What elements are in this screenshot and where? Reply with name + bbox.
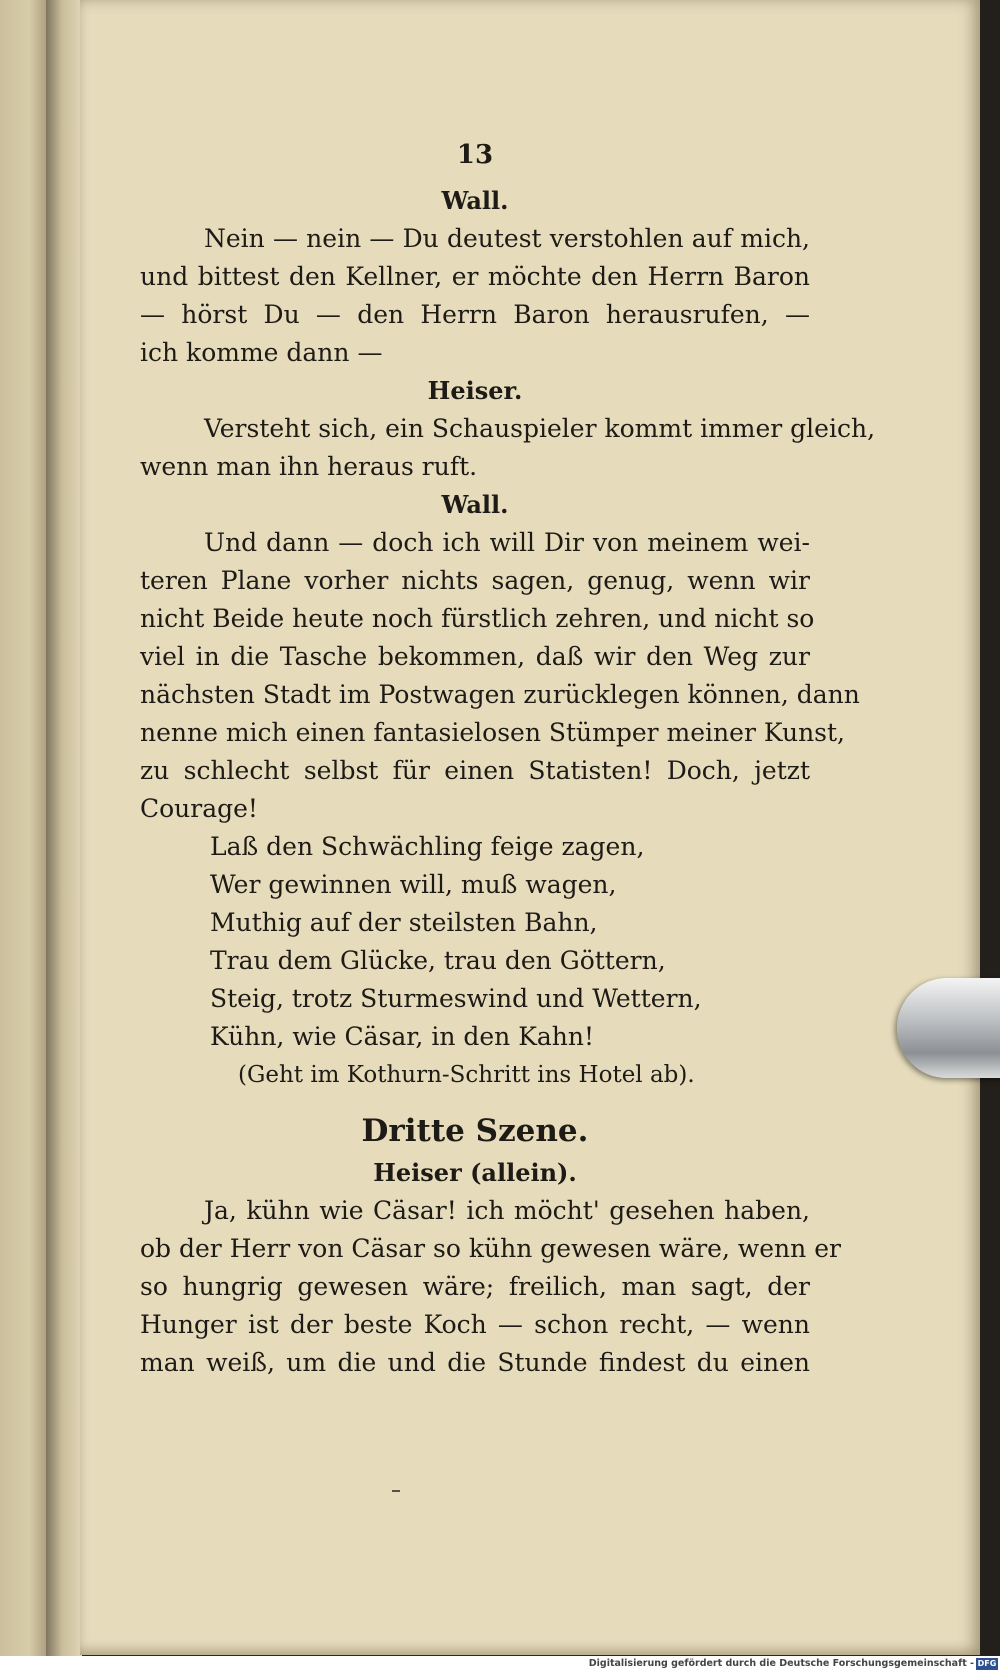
stage-direction: (Geht im Kothurn-Schritt ins Hotel ab). — [238, 1062, 695, 1088]
text-line: teren Plane vorher nichts sagen, genug, wenn wir — [140, 566, 810, 595]
text-line: Hunger ist der beste Koch — schon recht, — wenn — [140, 1310, 810, 1339]
text-lines — [140, 182, 876, 1382]
verse-line: Laß den Schwächling feige zagen, — [210, 832, 645, 861]
text-line: nicht Beide heute noch fürstlich zehren, und nicht so — [140, 604, 815, 633]
text-line: Versteht sich, ein Schauspieler kommt immer gleich, — [204, 414, 876, 443]
facing-page-edge — [0, 0, 48, 1658]
verse-line: Muthig auf der steilsten Bahn, — [210, 908, 598, 937]
page-edge — [980, 0, 1000, 1672]
verse-line: Trau dem Glücke, trau den Göttern, — [210, 946, 666, 975]
speaker-name: Heiser. — [427, 376, 523, 405]
verse-line: Steig, trotz Sturmeswind und Wettern, — [210, 984, 702, 1013]
text-line: man weiß, um die und die Stunde findest du einen — [140, 1348, 810, 1377]
text-line: und bittest den Kellner, er möchte den Herrn Baron — [140, 262, 810, 291]
text-line: Und dann — doch ich will Dir von meinem wei- — [204, 528, 810, 557]
book-gutter — [46, 0, 82, 1658]
printer-mark — [392, 1490, 400, 1492]
verse-line: Wer gewinnen will, muß wagen, — [210, 870, 617, 899]
text-line: Nein — nein — Du deutest verstohlen auf mich, — [204, 224, 810, 253]
text-line: wenn man ihn heraus ruft. — [140, 452, 478, 481]
dfg-logo: DFG — [977, 1659, 997, 1668]
verse-line: Kühn, wie Cäsar, in den Kahn! — [210, 1022, 595, 1051]
text-line: so hungrig gewesen wäre; freilich, man sagt, der — [140, 1272, 810, 1301]
text-line: viel in die Tasche bekommen, daß wir den Weg zur — [140, 642, 810, 671]
speaker-name: Wall. — [441, 490, 509, 519]
text-line: Ja, kühn wie Cäsar! ich möcht' gesehen haben, — [204, 1196, 810, 1225]
text-line: ich komme dann — — [140, 338, 383, 367]
text-line: Courage! — [140, 794, 258, 823]
speaker-name: Heiser (allein). — [373, 1158, 577, 1187]
text-line: — hörst Du — den Herrn Baron herausrufen, — — [140, 300, 810, 329]
text-line: ob der Herr von Cäsar so kühn gewesen wäre, wenn er — [140, 1234, 841, 1263]
text-line: nenne mich einen fantasielosen Stümper meiner Kunst, — [140, 718, 845, 747]
text-line: zu schlecht selbst für einen Statisten! Doch, jetzt — [140, 756, 810, 785]
digitization-credit: Digitalisierung gefördert durch die Deutsche Forschungsgemeinschaft - — [588, 1658, 974, 1669]
text-line: nächsten Stadt im Postwagen zurücklegen können, dann — [140, 680, 860, 709]
page-number: 13 — [456, 140, 494, 170]
page-text — [140, 130, 876, 1382]
speaker-name: Wall. — [441, 186, 509, 215]
scene-heading: Dritte Szene. — [361, 1113, 589, 1149]
page-clip — [897, 978, 1000, 1078]
